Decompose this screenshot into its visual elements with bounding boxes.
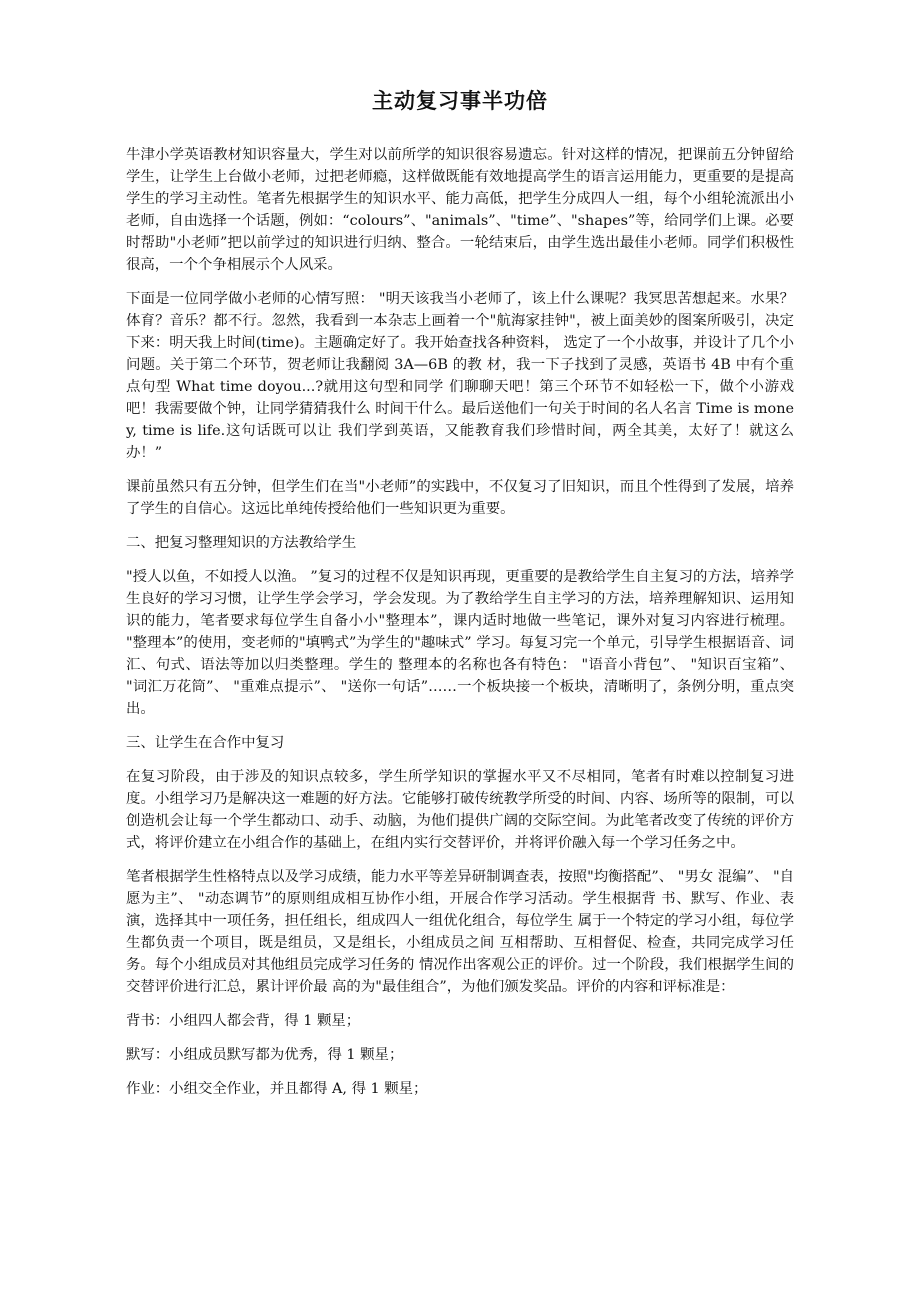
method-paragraph: "授人以鱼，不如授人以渔。 ”复习的过程不仅是知识再现，更重要的是教给学生自主复习的方法，培养学生良好的学习习惯，让学生学会学习，学会发现。为了教给学生自主学习的方法，培养理解知识、运用知识的能力，笔者要求每位学生自备小小"整理本”，课内适时地做一些笔记，课外对复习内容进行梳理。 "整理本”的使用，变老师的"填鸭式”为学生的"趣味式” 学习。每复习完一个单元，引导学生根据语音、词汇、句式、语法等加以归类整理。学生的 整理本的名称也各有特色： "语音小背包”、 "知识百宝箱”、 "词汇万花筒”、 "重难点提示”、 "送你一句话”……一个板块接一个板块，清晰明了，条例分明，重点突出。 (126, 569, 794, 717)
student-reflection-paragraph: 下面是一位同学做小老师的心情写照： "明天该我当小老师了，该上什么课呢？我冥思苦想起来。水果？体育？音乐？都不行。忽然，我看到一本杂志上画着一个"航海家挂钟"，被上面美妙的图案所吸引，决定下来：明天我上时间(time)。主题确定好了。我开始查找各种资料， 选定了一个小故事，并设计了几个小问题。关于第二个环节，贺老师让我翻阅 3A—6B 的教 材，我一下子找到了灵感，英语书 4B 中有个重点句型 What time doyou...?就用这句型和同学 们聊聊天吧！第三个环节不如轻松一下，做个小游戏吧！我需要做个钟，让同学猜猜我什么 时间干什么。最后送他们一句关于时间的名人名言 Time is money, time is life.这句话既可以让 我们学到英语，又能教育我们珍惜时间，两全其美，太好了！就这么办！” (126, 291, 794, 461)
intro-paragraph: 牛津小学英语教材知识容量大，学生对以前所学的知识很容易遗忘。针对这样的情况，把课前五分钟留给学生，让学生上台做小老师，过把老师瘾，这样做既能有效地提高学生的语言运用能力，更重要的是提高学生的学习主动性。笔者先根据学生的知识水平、能力高低，把学生分成四人一组，每个小组轮流派出小老师，自由选择一个话题，例如：“colours”、"animals”、"time”、"shapes”等，给同学们上课。必要时帮助"小老师”把以前学过的知识进行归纳、整合。一轮结束后，由学生选出最佳小老师。同学们积极性很高，一个个争相展示个人风采。 (126, 147, 794, 273)
section-heading-2: 二、把复习整理知识的方法教给学生 (126, 535, 357, 551)
cooperation-paragraph: 在复习阶段，由于涉及的知识点较多，学生所学知识的掌握水平又不尽相同，笔者有时难以控制复习进度。小组学习乃是解决这一难题的好方法。它能够打破传统教学所受的时间、内容、场所等的限制，可以创造机会让每一个学生都动口、动手、动脑，为他们提供广阔的交际空间。为此笔者改变了传统的评价方式，将评价建立在小组合作的基础上，在组内实行交替评价，并将评价融入每一个学习任务之中。 (126, 769, 794, 851)
section-heading-3: 三、让学生在合作中复习 (126, 735, 285, 751)
summary-paragraph: 课前虽然只有五分钟，但学生们在当"小老师”的实践中，不仅复习了旧知识，而且个性得到了发展，培养了学生的自信心。这远比单纯传授给他们一些知识更为重要。 (126, 479, 794, 517)
criteria-item-dictation: 默写：小组成员默写都为优秀，得 1 颗星； (126, 1047, 404, 1063)
criteria-item-homework: 作业：小组交全作业，并且都得 A, 得 1 颗星； (126, 1081, 428, 1097)
criteria-item-recitation: 背书：小组四人都会背，得 1 颗星； (126, 1013, 361, 1029)
grouping-paragraph: 笔者根据学生性格特点以及学习成绩，能力水平等差异研制调查表，按照"均衡搭配”、 "男女 混编”、 "自愿为主”、 "动态调节”的原则组成相互协作小组，开展合作学习活动。学生根据背 书、默写、作业、表演，选择其中一项任务，担任组长，组成四人一组优化组合，每位学生 属于一个特定的学习小组，每位学生都负责一个项目，既是组员，又是组长，小组成员之间 互相帮助、互相督促、检查，共同完成学习任务。每个小组成员对其他组员完成学习任务的 情况作出客观公正的评价。过一个阶段，我们根据学生间的交替评价进行汇总，累计评价最 高的为"最佳组合”，为他们颁发奖品。评价的内容和评标准是： (126, 869, 794, 995)
document-title: 主动复习事半功倍 (372, 89, 548, 113)
